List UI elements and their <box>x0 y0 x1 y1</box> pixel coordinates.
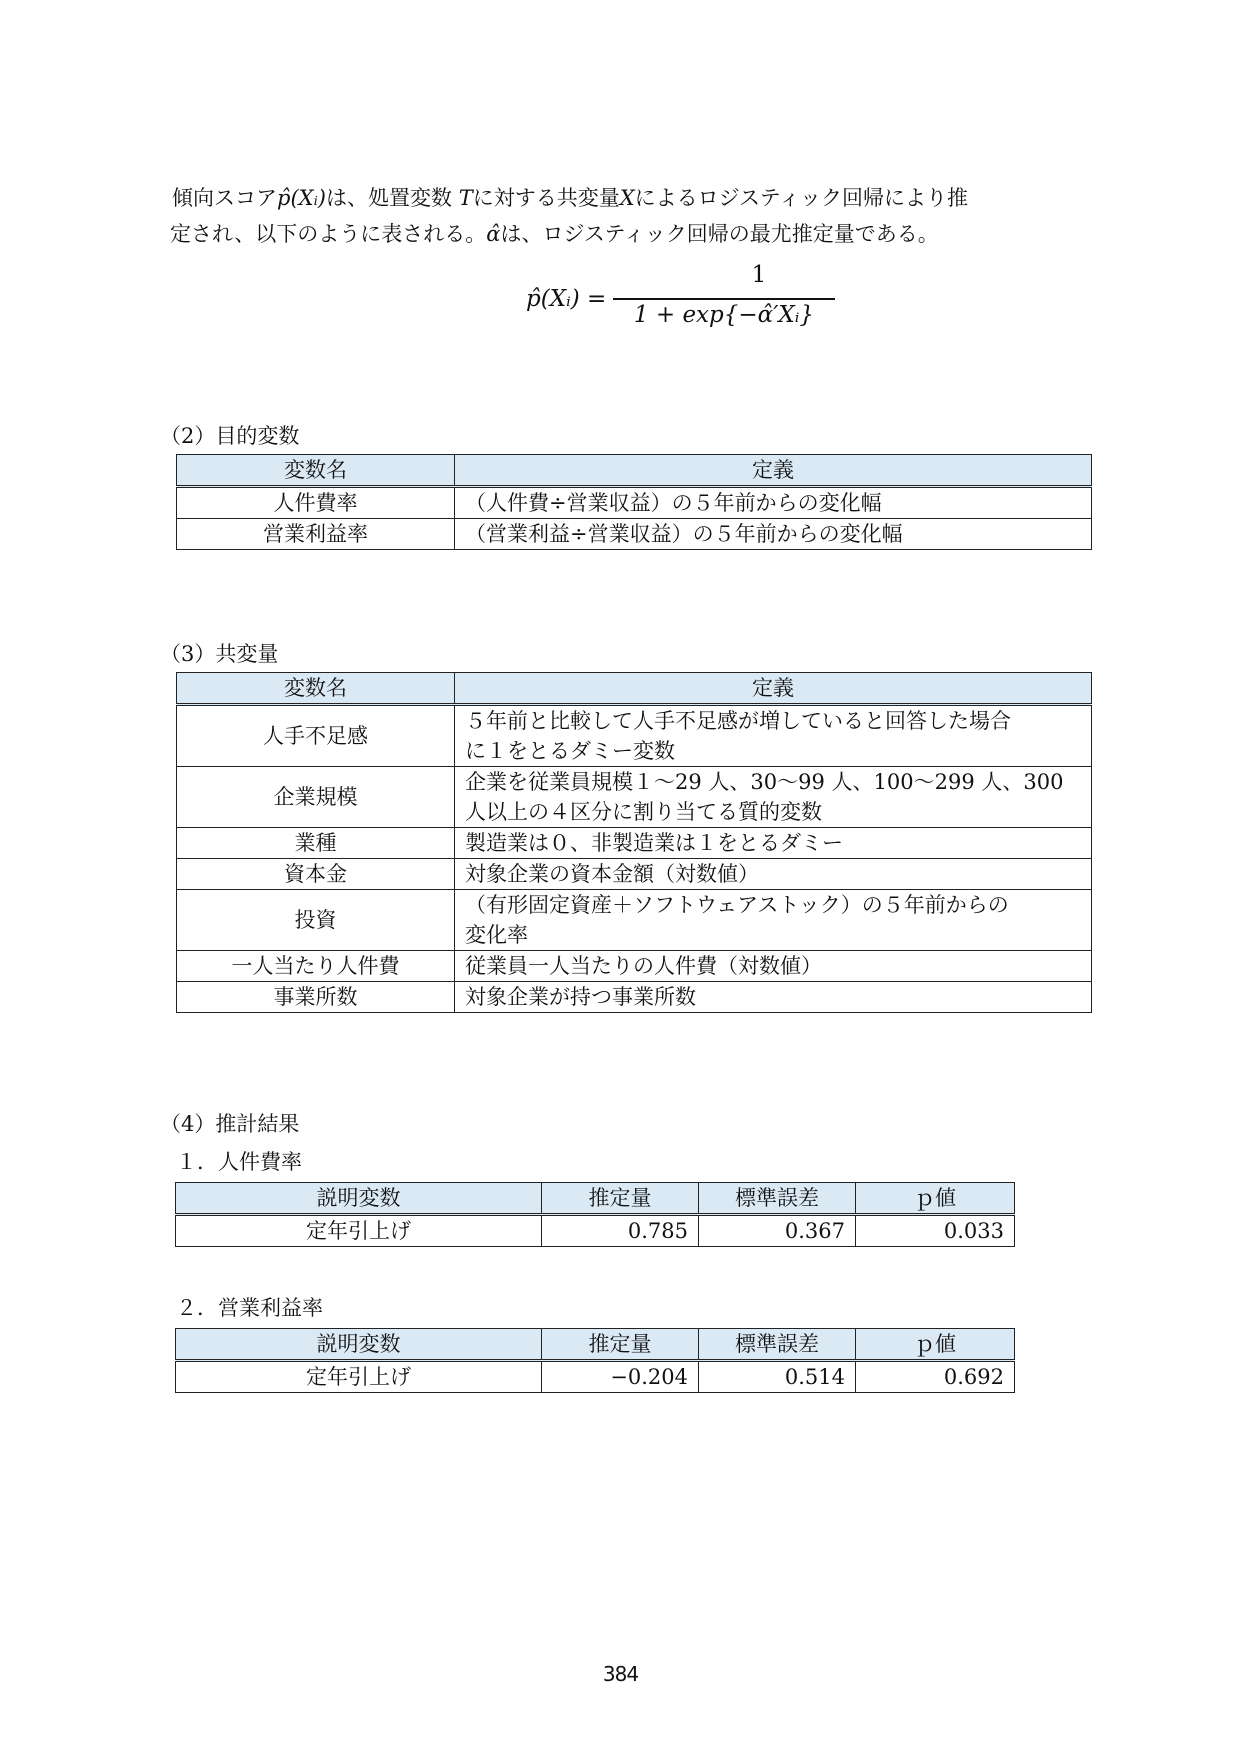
cell-name: 営業利益率 <box>177 519 455 550</box>
covariate-symbol: X <box>619 186 635 210</box>
cell-name: 企業規模 <box>177 767 455 828</box>
header-definition: 定義 <box>455 455 1092 487</box>
cell-definition: （人件費÷営業収益）の５年前からの変化幅 <box>455 487 1092 519</box>
results-sub2-heading: ２．営業利益率 <box>176 1296 323 1320</box>
cell-definition: 対象企業が持つ事業所数 <box>455 982 1092 1013</box>
header-estimate: 推定量 <box>542 1329 699 1361</box>
definition-line: ５年前と比較して人手不足感が増していると回答した場合 <box>465 709 1011 733</box>
cell-name: 業種 <box>177 828 455 859</box>
definition-line: 変化率 <box>465 923 528 947</box>
cell-name: 人手不足感 <box>177 705 455 767</box>
cell-definition: 従業員一人当たりの人件費（対数値） <box>455 951 1092 982</box>
results-table-labor-cost <box>175 1182 1015 1247</box>
cell-name: 人件費率 <box>177 487 455 519</box>
cell-definition <box>455 705 1092 767</box>
definition-line: に１をとるダミー変数 <box>465 739 675 763</box>
section3-heading: （3）共変量 <box>160 642 279 666</box>
intro-line-2 <box>170 216 1090 252</box>
cell-estimate: 0.785 <box>542 1215 699 1247</box>
header-p-value: ｐ値 <box>856 1329 1015 1361</box>
header-p-value: ｐ値 <box>856 1183 1015 1215</box>
treatment-symbol: T <box>458 186 473 210</box>
cell-variable: 定年引上げ <box>176 1361 542 1393</box>
section2-heading: （2）目的変数 <box>160 424 300 448</box>
cell-definition <box>455 890 1092 951</box>
section4-heading: （4）推計結果 <box>160 1112 300 1136</box>
table-row <box>177 890 1092 951</box>
definition-line: （有形固定資産＋ソフトウェアストック）の５年前からの <box>465 893 1009 917</box>
header-definition: 定義 <box>455 673 1092 705</box>
table-row <box>177 951 1092 982</box>
intro-text: は、ロジスティック回帰の最尤推定量である。 <box>500 222 939 246</box>
header-explanatory-variable: 説明変数 <box>176 1329 542 1361</box>
table-row <box>177 767 1092 828</box>
intro-line-1 <box>172 180 1092 216</box>
cell-definition: （営業利益÷営業収益）の５年前からの変化幅 <box>455 519 1092 550</box>
cell-definition: 製造業は０、非製造業は１をとるダミー <box>455 828 1092 859</box>
formula-denominator: 1 + exp{−α̂′Xᵢ} <box>633 302 815 328</box>
cell-p-value: 0.033 <box>856 1215 1015 1247</box>
table-row <box>176 1215 1015 1247</box>
cell-definition <box>455 767 1092 828</box>
intro-text: は、処置変数 <box>326 186 453 210</box>
intro-text: 傾向スコア <box>172 186 277 210</box>
table-row <box>176 1361 1015 1393</box>
cell-estimate: −0.204 <box>542 1361 699 1393</box>
results-table-operating-margin <box>175 1328 1015 1393</box>
cell-name: 資本金 <box>177 859 455 890</box>
formula-lhs: p̂(Xᵢ) = <box>526 286 607 312</box>
header-std-error: 標準誤差 <box>699 1183 856 1215</box>
cell-p-value: 0.692 <box>856 1361 1015 1393</box>
table-row <box>177 859 1092 890</box>
target-variable-table <box>176 454 1092 550</box>
definition-line: 企業を従業員規模１～29 人、30～99 人、100～299 人、300 <box>465 770 1064 794</box>
fraction-bar <box>613 298 835 300</box>
propensity-symbol: p̂(Xᵢ) <box>277 186 327 210</box>
table-row <box>177 705 1092 767</box>
table-row <box>177 519 1092 550</box>
header-std-error: 標準誤差 <box>699 1329 856 1361</box>
formula-numerator: 1 <box>751 262 767 288</box>
results-sub1-heading: １．人件費率 <box>176 1150 302 1174</box>
intro-text: に対する共変量 <box>472 186 620 210</box>
cell-name: 事業所数 <box>177 982 455 1013</box>
covariate-table <box>176 672 1092 1013</box>
intro-text: によるロジスティック回帰により推 <box>634 186 968 210</box>
cell-definition: 対象企業の資本金額（対数値） <box>455 859 1092 890</box>
table-row <box>177 828 1092 859</box>
definition-line: 人以上の４区分に割り当てる質的変数 <box>465 800 822 824</box>
cell-variable: 定年引上げ <box>176 1215 542 1247</box>
intro-text: 定され、以下のように表される。 <box>170 222 487 246</box>
cell-name: 投資 <box>177 890 455 951</box>
table-row <box>177 487 1092 519</box>
page-number: 384 <box>602 1662 639 1686</box>
alpha-symbol: α̂ <box>486 222 501 246</box>
header-variable-name: 変数名 <box>177 673 455 705</box>
cell-std-error: 0.514 <box>699 1361 856 1393</box>
header-estimate: 推定量 <box>542 1183 699 1215</box>
header-explanatory-variable: 説明変数 <box>176 1183 542 1215</box>
cell-std-error: 0.367 <box>699 1215 856 1247</box>
header-variable-name: 変数名 <box>177 455 455 487</box>
table-row <box>177 982 1092 1013</box>
cell-name: 一人当たり人件費 <box>177 951 455 982</box>
